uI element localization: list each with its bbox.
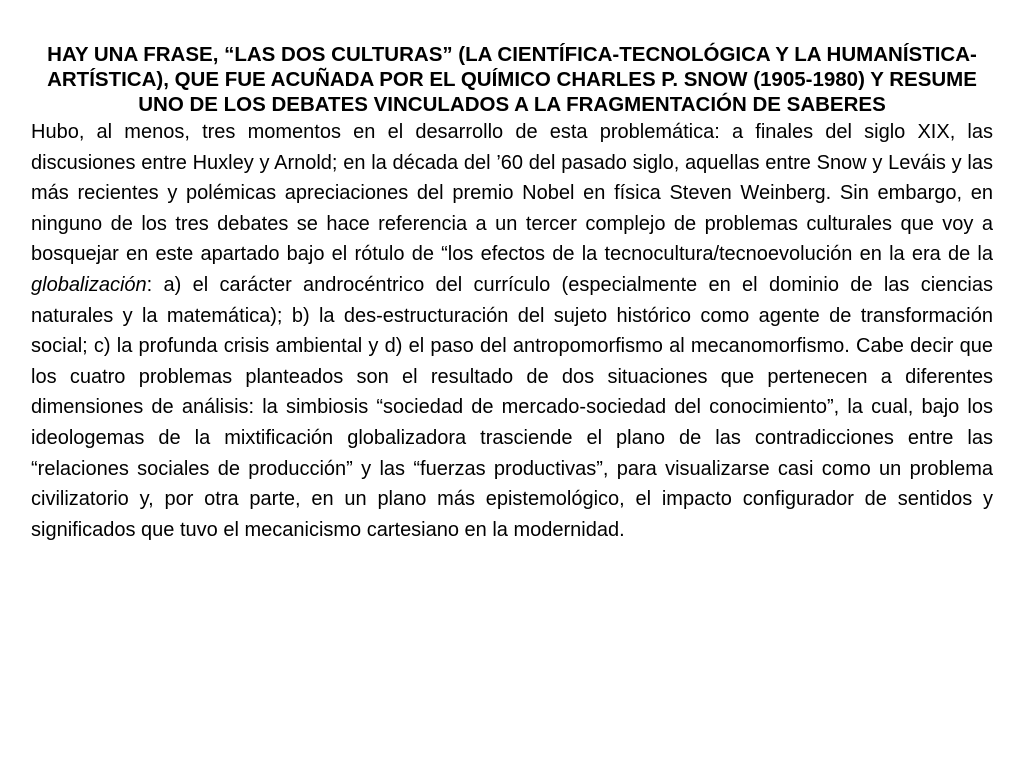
slide-body	[31, 117, 993, 545]
body-text-part-2: : a) el carácter androcéntrico del currículo (especialmente en el dominio de las ciencias naturales y la matemática); b) la des-estructuración del sujeto histórico como agente de transformación social; c) la profunda crisis ambiental y d) el paso del antropomorfismo al mecanomorfismo. Cabe decir que los cuatro problemas planteados son el resultado de dos situaciones que pertenecen a diferentes dimensiones de análisis: la simbiosis “sociedad de mercado-sociedad del conocimiento”, la cual, bajo los ideologemas de la mixtificación globalizadora trasciende el plano de las contradicciones entre las “relaciones sociales de producción” y las “fuerzas productivas”, para visualizarse casi como un problema civilizatorio y, por otra parte, en un plano más epistemológico, el impacto configurador de sentidos y significados que tuvo el mecanicismo cartesiano en la modernidad.	[31, 273, 993, 541]
body-text-part-1: Hubo, al menos, tres momentos en el desarrollo de esta problemática: a finales del siglo XIX, las discusiones entre Huxley y Arnold; en la década del ’60 del pasado siglo, aquellas entre Snow y Leváis y las más recientes y polémicas apreciaciones del premio Nobel en física Steven Weinberg. Sin embargo, en ninguno de los tres debates se hace referencia a un tercer complejo de problemas culturales que voy a bosquejar en este apartado bajo el rótulo de “los efectos de la tecnocultura/tecnoevolución en la era de la	[31, 121, 993, 266]
slide	[31, 42, 993, 545]
slide-title: HAY UNA FRASE, “LAS DOS CULTURAS” (LA CIENTÍFICA-TECNOLÓGICA Y LA HUMANÍSTICA-ARTÍSTICA), QUE FUE ACUÑADA POR EL QUÍMICO CHARLES P. SNOW (1905-1980) Y RESUME UNO DE LOS DEBATES VINCULADOS A LA FRAGMENTACIÓN DE SABERES	[47, 43, 977, 116]
body-text-italic: globalización	[31, 273, 147, 296]
